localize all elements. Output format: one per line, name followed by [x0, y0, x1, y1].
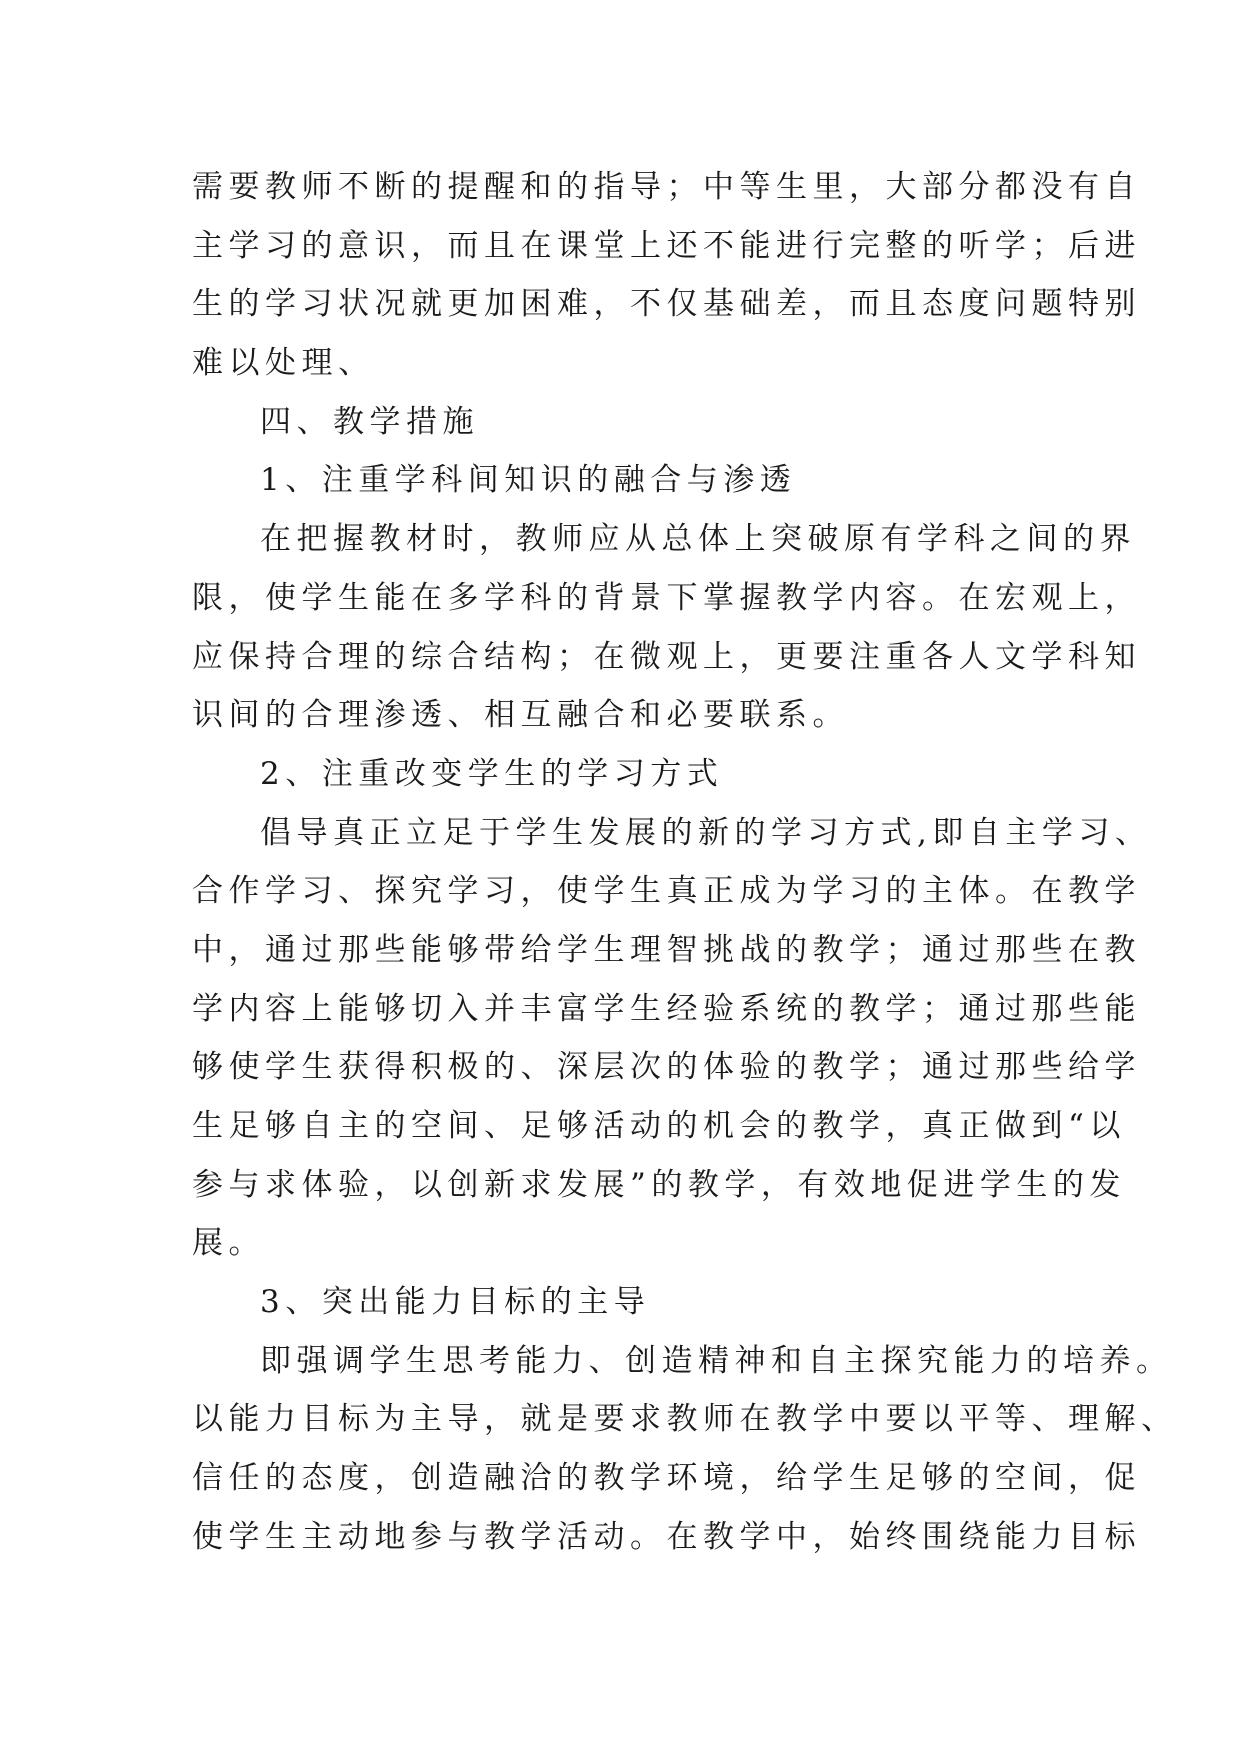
text-line: 展。: [192, 1225, 265, 1262]
text-line: 够使学生获得积极的、深层次的体验的教学；通过那些给学: [192, 1049, 1141, 1086]
text-line: 学内容上能够切入并丰富学生经验系统的教学；通过那些能: [192, 990, 1141, 1027]
subsection-heading: 2、注重改变学生的学习方式: [260, 755, 724, 792]
text-line: 即强调学生思考能力、创造精神和自主探究能力的培养。: [260, 1342, 1173, 1379]
text-line: 中，通过那些能够带给学生理智挑战的教学；通过那些在教: [192, 931, 1141, 968]
text-line: 生的学习状况就更加困难，不仅基础差，而且态度问题特别: [192, 286, 1141, 323]
text-line: 需要教师不断的提醒和的指导；中等生里，大部分都没有自: [192, 169, 1141, 205]
text-line: 应保持合理的综合结构；在微观上，更要注重各人文学科知: [192, 638, 1141, 675]
text-line: 生足够自主的空间、足够活动的机会的教学，真正做到“以: [192, 1108, 1126, 1144]
text-line: 识间的合理渗透、相互融合和必要联系。: [192, 697, 849, 734]
document-body: [192, 158, 1178, 1567]
text-line: 使学生主动地参与教学活动。在教学中，始终围绕能力目标: [192, 1518, 1141, 1555]
text-line: 信任的态度，创造融洽的教学环境，给学生足够的空间，促: [192, 1460, 1141, 1497]
section-heading: 四、教学措施: [260, 403, 479, 440]
text-line: 参与求体验，以创新求发展”的教学，有效地促进学生的发: [192, 1166, 1126, 1203]
text-line: 主学习的意识，而且在课堂上还不能进行完整的听学；后进: [192, 227, 1141, 264]
subsection-heading: 1、注重学科间知识的融合与渗透: [260, 462, 797, 499]
text-line: 限，使学生能在多学科的背景下掌握教学内容。在宏观上，: [192, 579, 1141, 616]
text-line: 倡导真正立足于学生发展的新的学习方式,即自主学习、: [260, 814, 1152, 851]
text-line: 合作学习、探究学习，使学生真正成为学习的主体。在教学: [192, 873, 1141, 910]
subsection-heading: 3、突出能力目标的主导: [260, 1284, 651, 1321]
text-line: 在把握教材时，教师应从总体上突破原有学科之间的界: [260, 521, 1136, 558]
text-line: 以能力目标为主导，就是要求教师在教学中要以平等、理解、: [192, 1401, 1178, 1438]
text-line: 难以处理、: [192, 345, 375, 382]
